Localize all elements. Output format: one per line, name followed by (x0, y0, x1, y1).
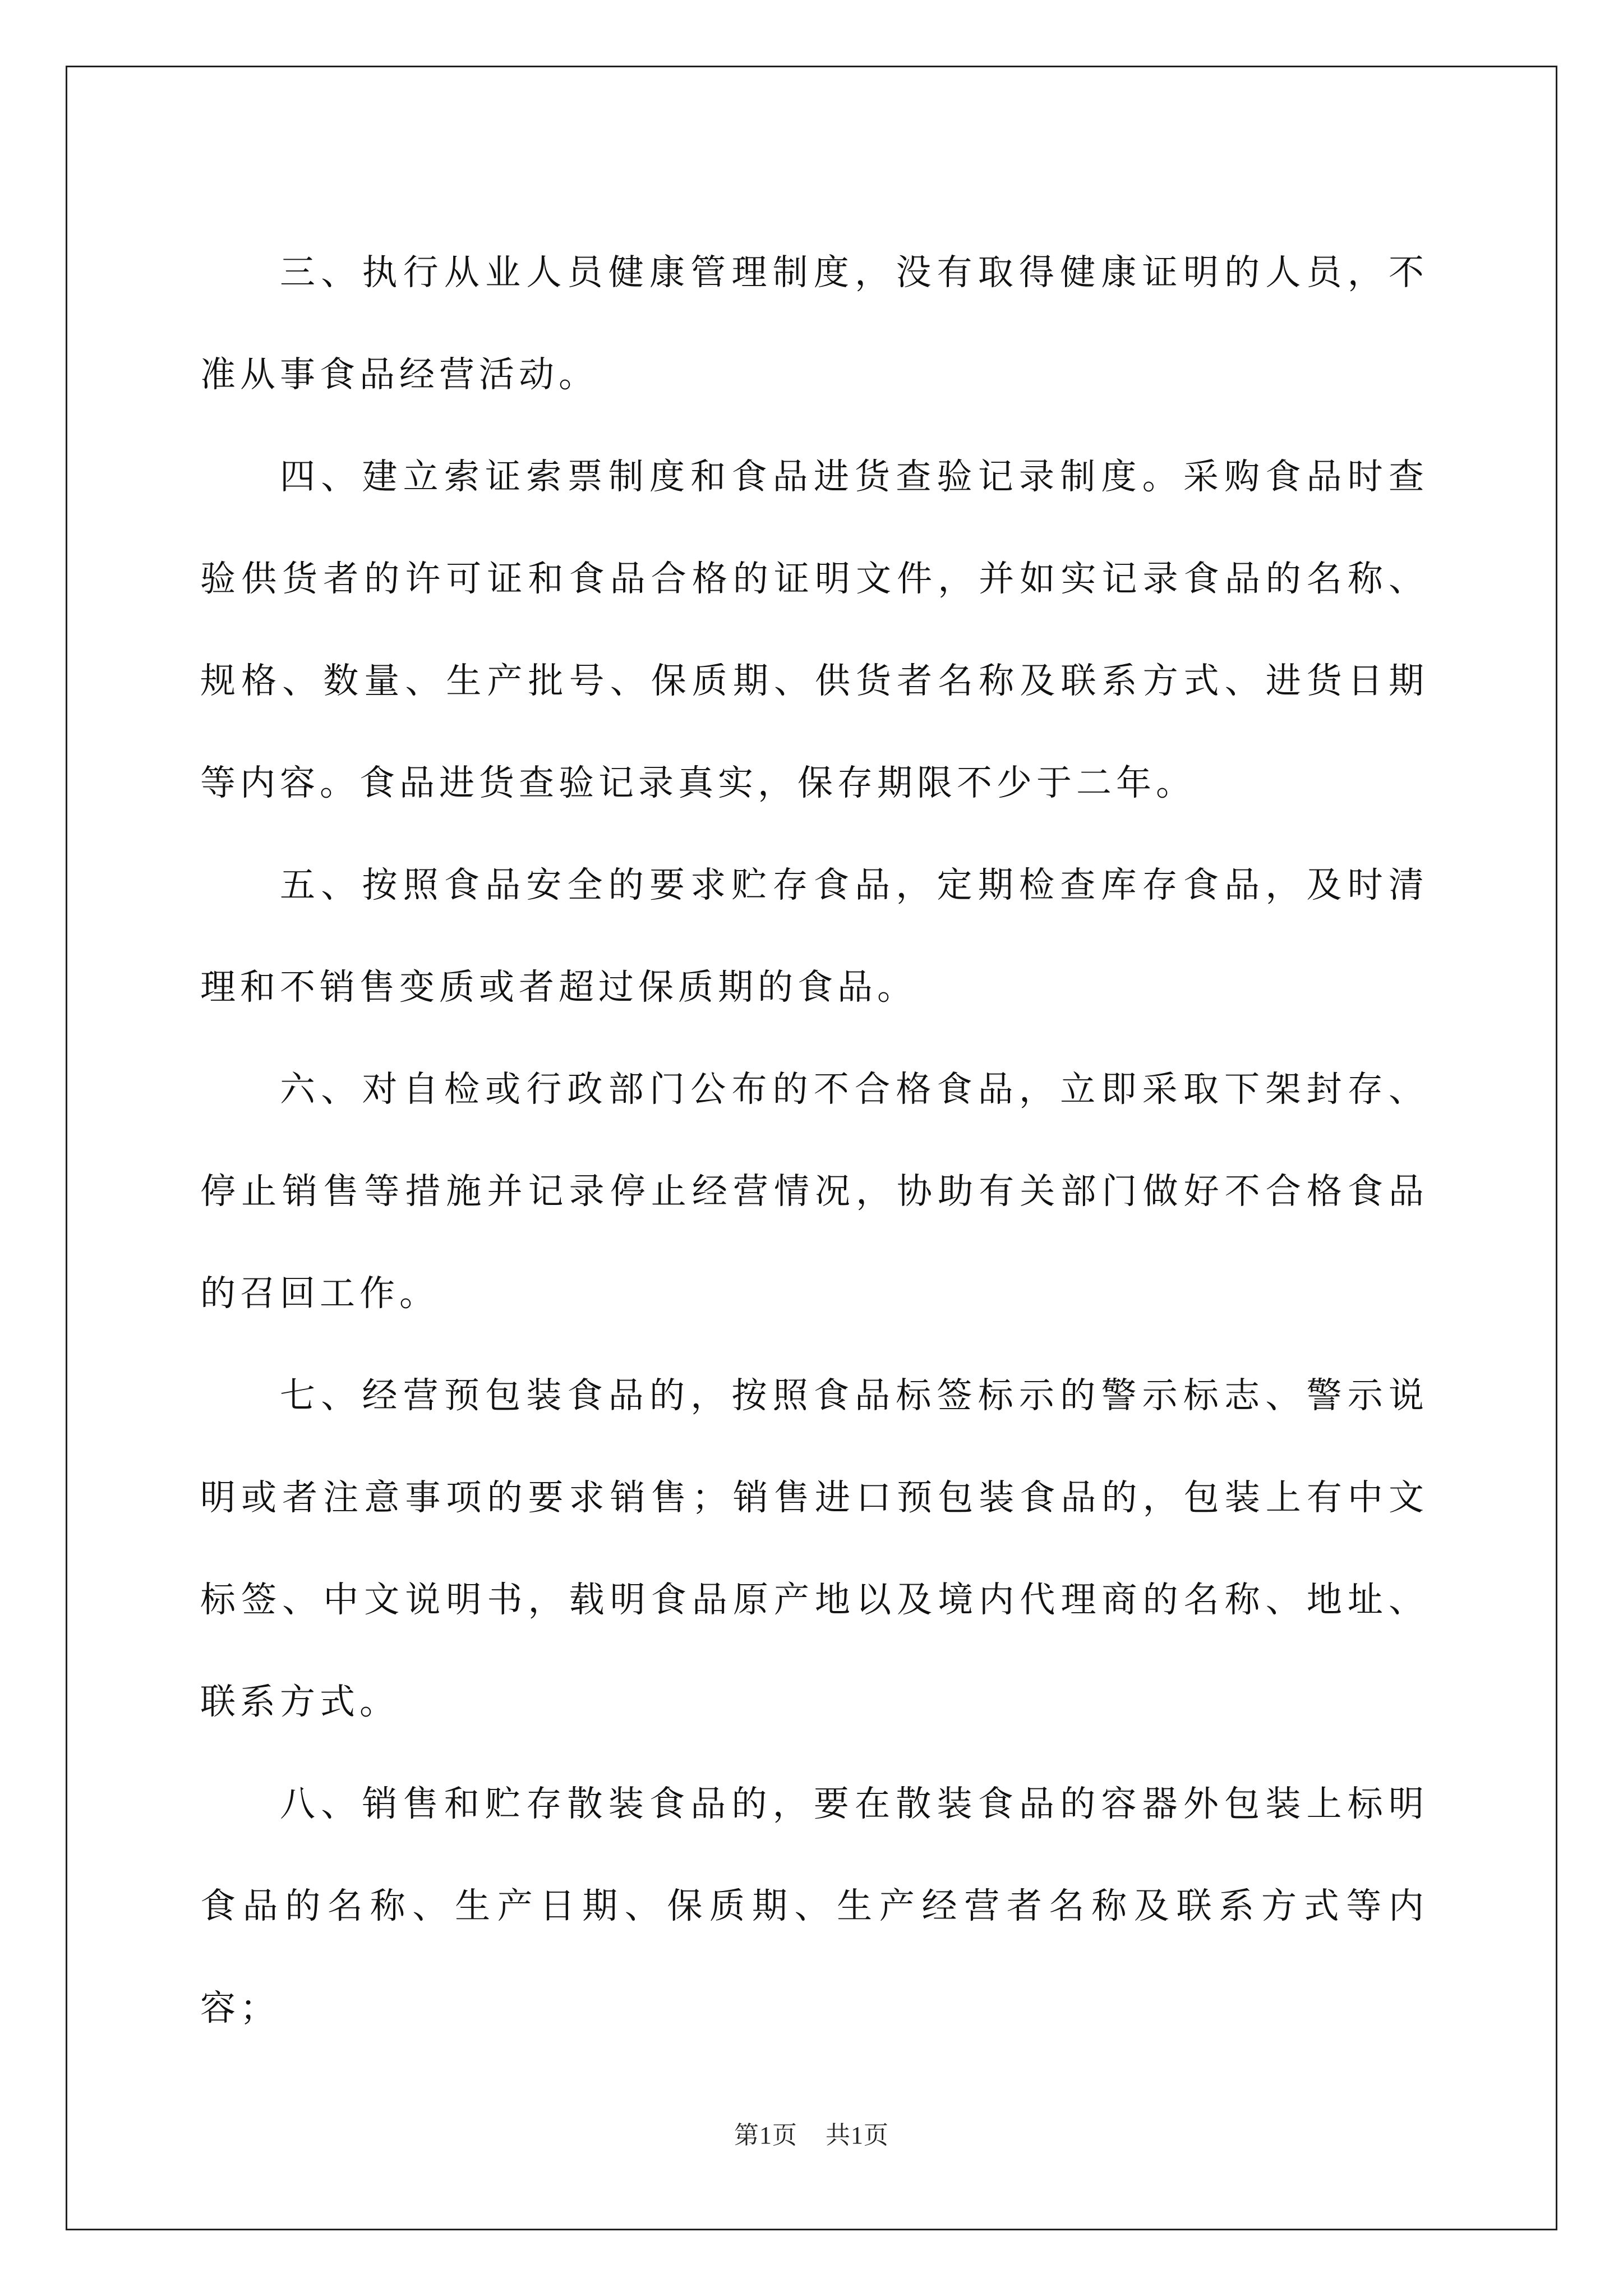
page-number: 第1页 (734, 2122, 797, 2149)
paragraph-4: 四、建立索证索票制度和食品进货查验记录制度。采购食品时查验供货者的许可证和食品合格的证明文件，并如实记录食品的名称、规格、数量、生产批号、保质期、供货者名称及联系方式、进货日期等内容。食品进货查验记录真实，保存期限不少于二年。 (200, 456, 1428, 803)
page-total: 共1页 (826, 2122, 889, 2149)
paragraph-3: 三、执行从业人员健康管理制度，没有取得健康证明的人员，不准从事食品经营活动。 (200, 252, 1428, 395)
paragraph-6: 六、对自检或行政部门公布的不合格食品，立即采取下架封存、停止销售等措施并记录停止经营情况，协助有关部门做好不合格食品的召回工作。 (200, 1069, 1428, 1314)
paragraph-7: 七、经营预包装食品的，按照食品标签标示的警示标志、警示说明或者注意事项的要求销售；销售进口预包装食品的，包装上有中文标签、中文说明书，载明食品原产地以及境内代理商的名称、地址、联系方式。 (200, 1375, 1428, 1722)
document-body (200, 222, 1428, 2059)
paragraph-5: 五、按照食品安全的要求贮存食品，定期检查库存食品，及时清理和不销售变质或者超过保质期的食品。 (200, 864, 1428, 1007)
paragraph-8: 八、销售和贮存散装食品的，要在散装食品的容器外包装上标明食品的名称、生产日期、保质期、生产经营者名称及联系方式等内容； (200, 1783, 1428, 2028)
page-footer (0, 2115, 1623, 2151)
